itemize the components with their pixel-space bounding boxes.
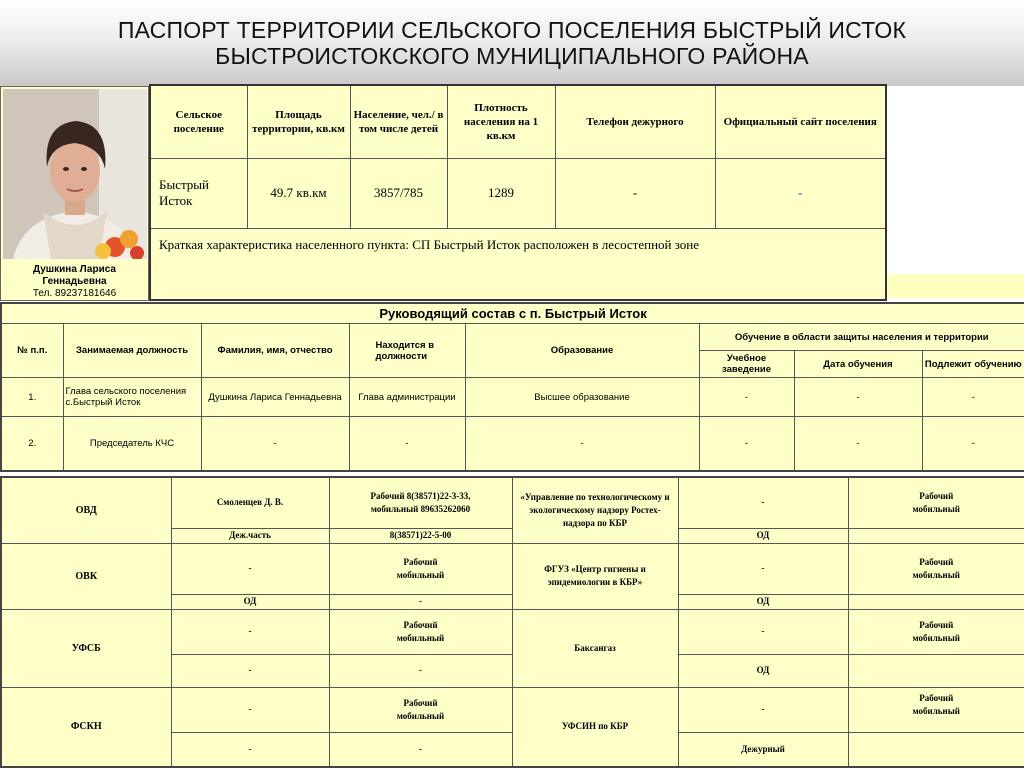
fskn-r2a: - (171, 732, 329, 767)
ovk-phones (329, 543, 512, 594)
row-date: - (794, 417, 922, 472)
person-name-line2: Геннадьевна (42, 276, 107, 287)
col-header-website: Официальный сайт поселения (715, 85, 886, 158)
row-education: - (465, 417, 699, 472)
org-baksan: Баксангаз (512, 609, 678, 687)
row-institution: - (699, 417, 794, 472)
value-population: 3857/785 (350, 158, 447, 228)
col-header-institution: Учебное заведение (699, 351, 794, 378)
ufsin-value: - (678, 687, 848, 732)
row-in-position: - (349, 417, 465, 472)
photo-caption (1, 264, 148, 300)
ufsb-phone-work: Рабочий (403, 619, 438, 630)
col-header-training: Обучение в области защиты населения и территории (699, 324, 1024, 351)
value-density: 1289 (447, 158, 555, 228)
row-num: 1. (1, 378, 63, 417)
decorative-strip (884, 274, 1024, 298)
value-duty-phone: - (555, 158, 715, 228)
row-position: Глава сельского поселения с.Быстрый Исток (63, 378, 201, 417)
ovd-phones (329, 477, 512, 528)
row-num: 2. (1, 417, 63, 472)
ufsin-phone-mobile: мобильный (912, 705, 960, 716)
row-fio: Душкина Лариса Геннадьевна (201, 378, 349, 417)
col-header-in-position: Находится в должности (349, 324, 465, 378)
org-rostech: «Управление по технологическому и экологическому надзору Ростех-надзора по КБР (512, 477, 678, 543)
baksan-phone-work: Рабочий (919, 619, 954, 630)
org-ovd: ОВД (1, 477, 171, 543)
ovd-phone-mobile: мобильный 89635262060 (370, 503, 471, 514)
org-fskn: ФСКН (1, 687, 171, 767)
ovd-name: Смоленцев Д. В. (171, 477, 329, 528)
ufsb-r2b: - (329, 654, 512, 687)
col-header-density: Плотность населения на 1 кв.км (447, 85, 555, 158)
leaders-table (0, 302, 1024, 472)
fskn-phones (329, 687, 512, 732)
passport-value-row (150, 158, 886, 228)
ufsin-phone-work: Рабочий (919, 692, 954, 703)
fskn-phone-mobile: мобильный (396, 710, 445, 721)
col-header-settlement: Сельское поселение (150, 85, 247, 158)
services-table (0, 476, 1024, 768)
rostech-od: ОД (678, 528, 848, 543)
org-ovk: ОВК (1, 543, 171, 609)
rostech-phone-work: Рабочий (919, 490, 954, 501)
value-website-link[interactable]: - (715, 158, 886, 228)
col-header-duty-phone: Телефон дежурного (555, 85, 715, 158)
settlement-description: Краткая характеристика населенного пункта: СП Быстрый Исток расположен в лесостепной зоне (150, 228, 886, 300)
ufsb-name: - (171, 609, 329, 654)
col-header-education: Образование (465, 324, 699, 378)
baksan-od: ОД (678, 654, 848, 687)
ovk-phone-work: Рабочий (403, 556, 438, 567)
person-phone: Тел. 89237181646 (32, 288, 117, 299)
passport-description-row (150, 228, 886, 300)
rostech-phone-mobile: мобильный (912, 503, 960, 514)
row-institution: - (699, 378, 794, 417)
org-fguz: ФГУЗ «Центр гигиены и эпидемиологии в КБР» (512, 543, 678, 609)
person-name-line1: Душкина Лариса (32, 264, 116, 275)
baksan-phone-mobile: мобильный (912, 632, 960, 643)
portrait-image (3, 89, 147, 259)
rostech-phones (848, 477, 1024, 528)
col-header-training-date: Дата обучения (794, 351, 922, 378)
fguz-phone-work: Рабочий (919, 556, 954, 567)
col-header-fio: Фамилия, имя, отчество (201, 324, 349, 378)
baksan-value: - (678, 609, 848, 654)
table-row (1, 543, 1024, 594)
fguz-value: - (678, 543, 848, 594)
ovk-name: - (171, 543, 329, 594)
page-title-line1: ПАСПОРТ ТЕРРИТОРИИ СЕЛЬСКОГО ПОСЕЛЕНИЯ БЫСТРЫЙ ИСТОК (117, 17, 907, 43)
rostech-value: - (678, 477, 848, 528)
table-row (1, 609, 1024, 654)
col-header-population: Население, чел./ в том числе детей (350, 85, 447, 158)
portrait-photo (3, 89, 147, 259)
fskn-r2b: - (329, 732, 512, 767)
value-settlement: Быстрый Исток (150, 158, 247, 228)
fskn-phone-work: Рабочий (403, 697, 438, 708)
col-header-num: № п.п. (1, 324, 63, 378)
row-position: Председатель КЧС (63, 417, 201, 472)
org-ufsb: УФСБ (1, 609, 171, 687)
ufsb-phone-mobile: мобильный (396, 632, 445, 643)
ufsb-r2a: - (171, 654, 329, 687)
fskn-name: - (171, 687, 329, 732)
page-header (0, 0, 1024, 86)
leaders-title: Руководящий состав с п. Быстрый Исток (1, 303, 1024, 324)
ufsin-phones (848, 687, 1024, 732)
row-fio: - (201, 417, 349, 472)
value-area: 49.7 кв.км (247, 158, 350, 228)
col-header-area: Площадь территории, кв.км (247, 85, 350, 158)
ovk-phone-mobile: мобильный (396, 569, 445, 580)
empty-cell (848, 654, 1024, 687)
table-row (1, 687, 1024, 732)
col-header-position: Занимаемая должность (63, 324, 201, 378)
passport-header-row (150, 85, 886, 158)
ovk-od: ОД (171, 594, 329, 609)
row-subject: - (922, 378, 1024, 417)
fguz-phone-mobile: мобильный (912, 569, 960, 580)
row-in-position: Глава администрации (349, 378, 465, 417)
empty-cell (848, 732, 1024, 767)
fguz-phones (848, 543, 1024, 594)
photo-panel (0, 86, 149, 301)
table-row (1, 417, 1024, 472)
col-header-subject: Подлежит обучению (922, 351, 1024, 378)
leaders-title-row (1, 303, 1024, 324)
table-row (1, 378, 1024, 417)
ovd-duty: Деж.часть (171, 528, 329, 543)
org-ufsin: УФСИН по КБР (512, 687, 678, 767)
ovd-duty-phone: 8(38571)22-5-00 (329, 528, 512, 543)
ufsin-duty: Дежурный (678, 732, 848, 767)
ufsb-phones (329, 609, 512, 654)
baksan-phones (848, 609, 1024, 654)
empty-cell (848, 594, 1024, 609)
row-date: - (794, 378, 922, 417)
table-row (1, 477, 1024, 528)
empty-cell (848, 528, 1024, 543)
row-subject: - (922, 417, 1024, 472)
passport-table (149, 84, 887, 301)
row-education: Высшее образование (465, 378, 699, 417)
ovk-od-value: - (329, 594, 512, 609)
fguz-od: ОД (678, 594, 848, 609)
page-title-line2: БЫСТРОИСТОКСКОГО МУНИЦИПАЛЬНОГО РАЙОНА (215, 43, 809, 69)
leaders-header-row (1, 324, 1024, 351)
ovd-phone-work: Рабочий 8(38571)22-3-33, (370, 490, 471, 501)
